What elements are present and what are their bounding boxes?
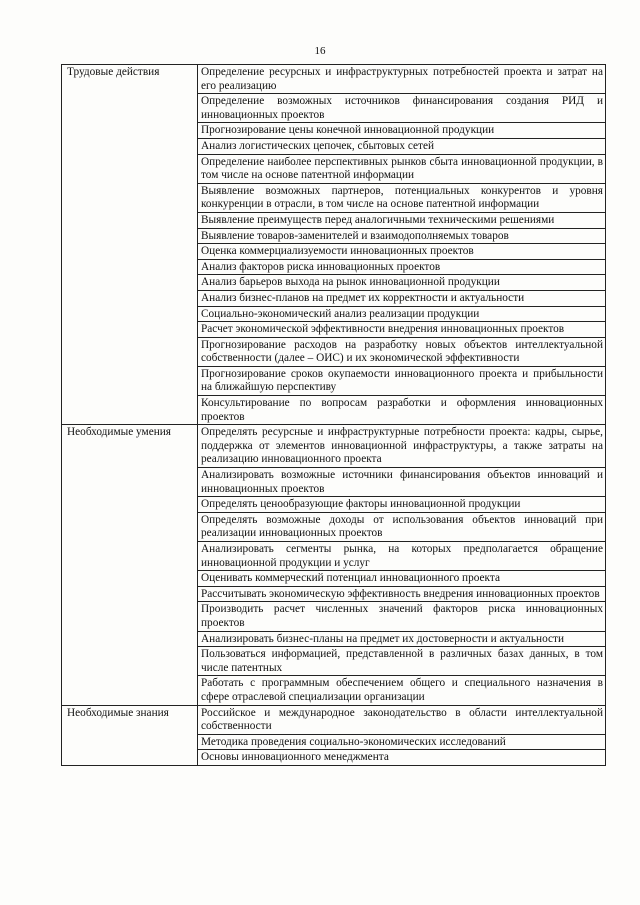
section-label: Необходимые умения bbox=[62, 425, 198, 705]
section-item: Определение наиболее перспективных рынков сбыта инновационной продукции, в том числе на основе патентной информации bbox=[198, 154, 606, 183]
section-item: Определять возможные доходы от использования объектов инноваций при реализации инновационных проектов bbox=[198, 512, 606, 541]
section-item: Методика проведения социально-экономических исследований bbox=[198, 734, 606, 750]
section-item: Выявление возможных партнеров, потенциальных конкурентов и уровня конкуренции в отрасли, в том числе на основе патентной информации bbox=[198, 183, 606, 212]
section-item: Анализ барьеров выхода на рынок инновационной продукции bbox=[198, 275, 606, 291]
section-item: Основы инновационного менеджмента bbox=[198, 750, 606, 766]
section-item: Оценивать коммерческий потенциал инновационного проекта bbox=[198, 571, 606, 587]
page-number: 16 bbox=[314, 45, 326, 57]
section-item: Работать с программным обеспечением общего и специального назначения в сфере отраслевой специализации организации bbox=[198, 676, 606, 705]
qualification-table-body bbox=[62, 65, 606, 766]
section-item: Оценка коммерциализуемости инновационных проектов bbox=[198, 244, 606, 260]
section-item: Социально-экономический анализ реализации продукции bbox=[198, 306, 606, 322]
table-row bbox=[62, 705, 606, 734]
section-item: Рассчитывать экономическую эффективность внедрения инновационных проектов bbox=[198, 586, 606, 602]
section-item: Анализ бизнес-планов на предмет их корректности и актуальности bbox=[198, 290, 606, 306]
table-row bbox=[62, 65, 606, 94]
section-item: Анализ факторов риска инновационных проектов bbox=[198, 259, 606, 275]
section-item: Выявление преимуществ перед аналогичными техническими решениями bbox=[198, 212, 606, 228]
section-item: Определять ценообразующие факторы инновационной продукции bbox=[198, 497, 606, 513]
section-item: Определение ресурсных и инфраструктурных потребностей проекта и затрат на его реализацию bbox=[198, 65, 606, 94]
section-item: Прогнозирование цены конечной инновационной продукции bbox=[198, 123, 606, 139]
section-item: Производить расчет численных значений факторов риска инновационных проектов bbox=[198, 602, 606, 631]
section-item: Прогнозирование расходов на разработку новых объектов интеллектуальной собственности (далее – ОИС) и их экономической эффективности bbox=[198, 337, 606, 366]
section-label: Необходимые знания bbox=[62, 705, 198, 765]
section-item: Определение возможных источников финансирования создания РИД и инновационных проектов bbox=[198, 94, 606, 123]
section-item: Анализировать сегменты рынка, на которых предполагается обращение инновационной продукции и услуг bbox=[198, 542, 606, 571]
section-item: Прогнозирование сроков окупаемости инновационного проекта и прибыльности на ближайшую перспективу bbox=[198, 366, 606, 395]
section-label: Трудовые действия bbox=[62, 65, 198, 425]
section-item: Расчет экономической эффективности внедрения инновационных проектов bbox=[198, 322, 606, 338]
section-item: Анализировать бизнес-планы на предмет их достоверности и актуальности bbox=[198, 631, 606, 647]
section-item: Выявление товаров-заменителей и взаимодополняемых товаров bbox=[198, 228, 606, 244]
section-item: Анализировать возможные источники финансирования объектов инноваций и инновационных проектов bbox=[198, 468, 606, 497]
section-item: Пользоваться информацией, представленной в различных базах данных, в том числе патентных bbox=[198, 647, 606, 676]
section-item: Консультирование по вопросам разработки и оформления инновационных проектов bbox=[198, 396, 606, 425]
section-item: Российское и международное законодательство в области интеллектуальной собственности bbox=[198, 705, 606, 734]
section-item: Анализ логистических цепочек, сбытовых сетей bbox=[198, 138, 606, 154]
qualification-table bbox=[61, 64, 606, 766]
section-item: Определять ресурсные и инфраструктурные потребности проекта: кадры, сырье, поддержка от элементов инновационной инфраструктуры, а также затраты на реализацию инновационного проекта bbox=[198, 425, 606, 468]
table-row bbox=[62, 425, 606, 468]
